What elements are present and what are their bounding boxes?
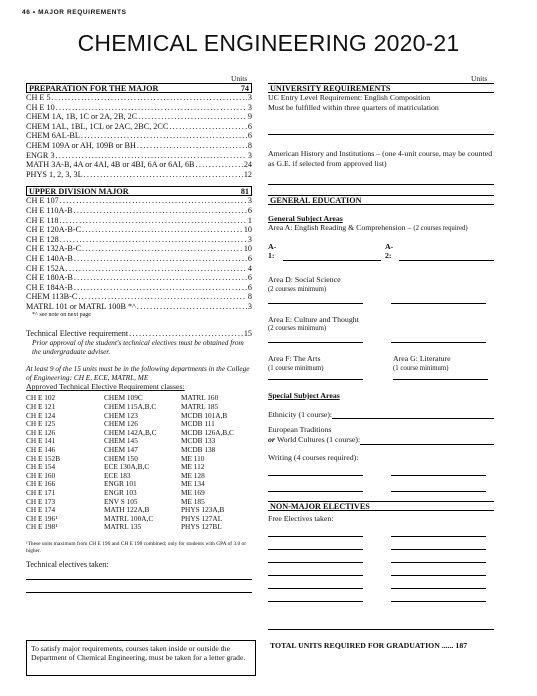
elective-course: MCDB 133 bbox=[181, 436, 216, 446]
free-electives-label: Free Electives taken: bbox=[268, 514, 334, 524]
elective-course: ME 134 bbox=[181, 479, 205, 489]
ethnicity-line[interactable] bbox=[332, 410, 494, 420]
course-label: ENGR 3 bbox=[26, 150, 55, 160]
tech-elective-label: Technical Elective requirement bbox=[26, 329, 129, 339]
upper-row bbox=[26, 254, 252, 264]
elective-course: CH E 160 bbox=[26, 470, 56, 480]
upper-row bbox=[26, 292, 252, 302]
course-units: 6 bbox=[247, 253, 252, 263]
taken-line-1[interactable] bbox=[26, 569, 252, 580]
course-label: CHEM 6AL-BL bbox=[26, 131, 80, 141]
approval-note: Prior approval of the student's technical electives must be obtained from the undergraduate adviser. bbox=[32, 338, 244, 356]
or-label: or bbox=[268, 434, 275, 444]
elective-course: CH E 171 bbox=[26, 487, 56, 497]
elective-course: ENGR 103 bbox=[104, 487, 137, 497]
a1-label: A-1: bbox=[268, 241, 277, 261]
course-label: CH E 140A-B bbox=[26, 253, 73, 263]
elr-text-2: Must be fulfilled within three quarters of matriculation bbox=[268, 102, 439, 112]
free-elective-line[interactable] bbox=[391, 537, 486, 550]
upper-list bbox=[26, 196, 252, 311]
elective-course: CH E 196¹ bbox=[26, 513, 58, 523]
area-g-min: (1 course minimum) bbox=[393, 364, 449, 372]
upper-units: 81 bbox=[240, 187, 249, 197]
course-units: 3 bbox=[247, 93, 252, 102]
elective-course: CH E 121 bbox=[26, 402, 56, 412]
course-units: 3 bbox=[247, 150, 252, 160]
elective-course: CHEM 123 bbox=[104, 410, 138, 420]
writing-lines-1 bbox=[268, 462, 494, 476]
prep-row bbox=[26, 160, 252, 170]
approved-course-grid bbox=[26, 394, 252, 532]
taken-line-2[interactable] bbox=[26, 580, 252, 593]
course-label: MATRL 101 or MATRL 100B *^ bbox=[26, 301, 136, 311]
course-label: CH E 110A-B bbox=[26, 205, 73, 215]
area-f-label: Area F: The Arts bbox=[268, 354, 321, 364]
free-elective-row bbox=[268, 589, 494, 602]
area-fg bbox=[268, 354, 494, 380]
area-a bbox=[268, 223, 494, 234]
course-label: CH E 132A-B-C bbox=[26, 244, 82, 254]
writing-line-3[interactable] bbox=[268, 476, 363, 492]
world-line[interactable] bbox=[360, 435, 494, 445]
running-header: 46 • MAJOR REQUIREMENTS bbox=[22, 9, 127, 16]
course-units: 6 bbox=[247, 121, 252, 131]
free-elective-line[interactable] bbox=[391, 576, 486, 589]
area-f-line[interactable] bbox=[268, 373, 363, 380]
elective-course: ECE 183 bbox=[104, 470, 131, 480]
area-g bbox=[393, 354, 493, 380]
elective-course: CH E 174 bbox=[26, 505, 56, 515]
course-units: 6 bbox=[247, 131, 252, 141]
course-label: CH E 180A-B bbox=[26, 273, 73, 283]
course-units: 9 bbox=[247, 112, 252, 122]
electives-taken-label: Technical electives taken: bbox=[26, 559, 109, 569]
area-a-label: Area A: English Reading & Comprehension – bbox=[268, 223, 412, 233]
elective-course: MATRL 135 bbox=[104, 522, 142, 532]
elective-course: ME 110 bbox=[181, 453, 205, 463]
course-label: CH E 120A-B-C bbox=[26, 225, 82, 235]
course-units: 10 bbox=[243, 244, 252, 254]
elective-course: CH E 146 bbox=[26, 445, 56, 454]
elective-course: CH E 126 bbox=[26, 427, 56, 437]
free-elective-line[interactable] bbox=[391, 589, 486, 602]
world-row bbox=[268, 435, 494, 445]
elective-course: ENV S 105 bbox=[104, 496, 138, 506]
ahi-line[interactable] bbox=[268, 169, 494, 185]
elective-course: CHEM 147 bbox=[104, 445, 138, 454]
total-rule bbox=[268, 629, 494, 630]
course-label: CH E 184A-B bbox=[26, 282, 73, 292]
prep-row bbox=[26, 170, 252, 180]
elective-course: CHEM 142A,B,C bbox=[104, 427, 157, 437]
elective-course: PHYS 127BL bbox=[181, 522, 222, 532]
elective-course: PHYS 123A,B bbox=[181, 505, 225, 515]
course-label: CHEM 113B-C bbox=[26, 292, 78, 302]
prep-units: 74 bbox=[240, 84, 249, 93]
elective-course: CHEM 109C bbox=[104, 393, 143, 403]
course-label: CH E 5 bbox=[26, 93, 51, 102]
course-units: 10 bbox=[243, 225, 252, 235]
course-label: PHYS 1, 2, 3, 3L bbox=[26, 169, 83, 179]
upper-row bbox=[26, 264, 252, 274]
course-label: CHEM 1A, 1B, 1C or 2A, 2B, 2C bbox=[26, 112, 138, 122]
upper-row bbox=[26, 273, 252, 283]
elective-course: ENGR 101 bbox=[104, 479, 137, 489]
course-label: MATH 3A-B, 4A or 4AI, 4B or 4BI, 6A or 6AI, 6B bbox=[26, 160, 195, 170]
area-f bbox=[268, 354, 393, 380]
elective-course: PHYS 127AL bbox=[181, 513, 223, 523]
writing-lines-2 bbox=[268, 476, 494, 492]
elective-course: ECE 130A,B,C bbox=[104, 462, 150, 472]
course-units: 3 bbox=[247, 234, 252, 244]
course-units: 8 bbox=[247, 292, 252, 302]
area-d-min: (2 courses minimum) bbox=[268, 285, 327, 293]
nonmajor-header: NON-MAJOR ELECTIVES bbox=[268, 501, 494, 511]
tech-elective-units: 15 bbox=[243, 329, 252, 339]
elective-course: CH E 102 bbox=[26, 393, 56, 403]
elective-course: CH E 152B bbox=[26, 453, 61, 463]
area-a-lines bbox=[268, 242, 494, 261]
writing-line-2[interactable] bbox=[391, 462, 486, 476]
course-label: CH E 118 bbox=[26, 215, 59, 225]
prep-row bbox=[26, 103, 252, 113]
prep-row bbox=[26, 112, 252, 122]
prep-row bbox=[26, 151, 252, 161]
free-elective-line[interactable] bbox=[268, 537, 363, 550]
elective-course: CHEM 145 bbox=[104, 436, 138, 446]
elective-course: ME 185 bbox=[181, 496, 205, 506]
free-elective-row bbox=[268, 563, 494, 576]
elective-course: CHEM 150 bbox=[104, 453, 138, 463]
elective-course: MCDB 126A,B,C bbox=[181, 427, 234, 437]
free-elective-line[interactable] bbox=[391, 550, 486, 563]
total-units: TOTAL UNITS REQUIRED FOR GRADUATION ...... 187 bbox=[270, 641, 468, 650]
upper-note: *^ see note on next page bbox=[32, 312, 91, 319]
course-units: 8 bbox=[247, 140, 252, 150]
elr-line[interactable] bbox=[268, 112, 494, 135]
elective-course: MATRL 160 bbox=[181, 393, 219, 403]
free-elective-line[interactable] bbox=[391, 563, 486, 576]
elective-course: CH E 124 bbox=[26, 410, 56, 420]
elective-course: CH E 166 bbox=[26, 479, 56, 489]
area-e-min: (2 courses minimum) bbox=[268, 325, 327, 333]
elective-course: CH E 141 bbox=[26, 436, 56, 446]
elective-course: MCDB 101A,B bbox=[181, 410, 228, 420]
units-label-left: Units bbox=[231, 74, 248, 83]
area-e-line-1[interactable] bbox=[268, 333, 363, 343]
elr-text: UC Entry Level Requirement: English Composition bbox=[268, 93, 431, 102]
course-label: CH E 128 bbox=[26, 234, 59, 244]
course-label: CH E 152A bbox=[26, 263, 65, 273]
elective-course: ME 128 bbox=[181, 470, 205, 480]
upper-row bbox=[26, 235, 252, 245]
elective-course: CH E 154 bbox=[26, 462, 56, 472]
free-elective-line[interactable] bbox=[268, 550, 363, 563]
euro-label: European Traditions bbox=[268, 425, 332, 435]
free-elective-line[interactable] bbox=[268, 576, 363, 589]
elective-course: MATRL 185 bbox=[181, 402, 219, 412]
free-elective-line[interactable] bbox=[391, 524, 486, 537]
area-a-req: (2 courses required) bbox=[413, 225, 468, 233]
upper-title: UPPER DIVISION MAJOR bbox=[29, 187, 129, 197]
free-elective-row bbox=[268, 550, 494, 563]
writing-line-1[interactable] bbox=[268, 462, 363, 476]
area-d-lines bbox=[268, 294, 494, 304]
world-label: World Cultures (1 course): bbox=[276, 434, 361, 444]
prep-row bbox=[26, 93, 252, 103]
elective-course: CH E 173 bbox=[26, 496, 56, 506]
elective-course: CHEM 126 bbox=[104, 419, 138, 429]
ethnicity-row bbox=[268, 410, 494, 420]
elective-course: MATH 122A,B bbox=[104, 505, 150, 515]
free-elective-row bbox=[268, 524, 494, 537]
course-units: 12 bbox=[243, 169, 252, 179]
elective-course: CHEM 115A,B,C bbox=[104, 402, 157, 412]
area-g-label: Area G: Literature bbox=[393, 354, 451, 364]
upper-row bbox=[26, 196, 252, 206]
atleast-note: At least 9 of the 15 units must be in the following departments in the College of Engineering: CH E, ECE, MATRL, ME bbox=[26, 364, 250, 382]
prep-row bbox=[26, 131, 252, 141]
university-header: UNIVERSITY REQUIREMENTS bbox=[268, 83, 494, 93]
upper-row bbox=[26, 206, 252, 216]
prep-list bbox=[26, 93, 252, 179]
general-subject-areas: General Subject Areas bbox=[268, 214, 343, 224]
elective-course: CH E 125 bbox=[26, 419, 56, 429]
elective-course: MCDB 138 bbox=[181, 445, 216, 454]
course-units: 3 bbox=[247, 102, 252, 112]
letter-grade-note: To satisfy major requirements, courses taken inside or outside the Department of Chemical Engineering, must be taken for a letter grade. bbox=[26, 640, 256, 676]
free-elective-line[interactable] bbox=[268, 524, 363, 537]
upper-row bbox=[26, 283, 252, 293]
units-label-right: Units bbox=[471, 74, 488, 83]
upper-row bbox=[26, 244, 252, 254]
elective-course: ME 112 bbox=[181, 462, 205, 472]
area-g-line[interactable] bbox=[393, 373, 488, 380]
free-electives-lines bbox=[268, 524, 494, 602]
upper-header bbox=[26, 186, 252, 196]
prep-row bbox=[26, 141, 252, 151]
area-d-line-2[interactable] bbox=[391, 294, 486, 304]
writing-label: Writing (4 courses required): bbox=[268, 452, 359, 462]
area-e-line-2[interactable] bbox=[391, 333, 486, 343]
page-title: CHEMICAL ENGINEERING 2020-21 bbox=[77, 30, 460, 56]
course-units: 4 bbox=[247, 263, 252, 273]
free-elective-row bbox=[268, 576, 494, 589]
ge-header: GENERAL EDUCATION bbox=[268, 195, 494, 205]
ethnicity-label: Ethnicity (1 course): bbox=[268, 409, 333, 419]
right-column bbox=[268, 83, 494, 602]
area-d: Area D: Social Science bbox=[268, 274, 341, 284]
elective-course: CH E 198¹ bbox=[26, 522, 58, 532]
course-units: 6 bbox=[247, 205, 252, 215]
course-label: CHEM 1AL, 1BL, 1CL or 2AC, 2BC, 2CC bbox=[26, 121, 169, 131]
prep-header bbox=[26, 83, 252, 93]
elective-course: MATRL 100A,C bbox=[104, 513, 154, 523]
left-column bbox=[26, 83, 252, 593]
a1-line[interactable] bbox=[283, 242, 381, 261]
approved-title: Approved Technical Elective Requirement classes: bbox=[26, 382, 185, 392]
electives-footnote: ¹These units maximum from CH E 196 and CH E 198 combined; only for students with GPA of 3.0 or higher. bbox=[26, 540, 247, 554]
course-label: CH E 10 bbox=[26, 102, 55, 112]
course-label: CHEM 109A or AH, 109B or BH bbox=[26, 140, 136, 150]
upper-row bbox=[26, 216, 252, 226]
area-e: Area E: Culture and Thought bbox=[268, 314, 359, 324]
area-e-lines bbox=[268, 333, 494, 343]
upper-row bbox=[26, 225, 252, 235]
writing-line-4[interactable] bbox=[391, 476, 486, 492]
a2-label: A-2: bbox=[384, 241, 394, 261]
prep-title: PREPARATION FOR THE MAJOR bbox=[29, 84, 159, 93]
elective-course: ME 169 bbox=[181, 487, 205, 497]
course-units: 6 bbox=[247, 282, 252, 292]
special-subject-areas: Special Subject Areas bbox=[268, 390, 340, 400]
ahi-text: American History and Institutions – (one 4-unit course, may be counted as G.E. if selected from approved list) bbox=[268, 149, 493, 169]
elective-course: MCDB 111 bbox=[181, 419, 215, 429]
course-units: 1 bbox=[247, 215, 252, 225]
course-units: 6 bbox=[247, 273, 252, 283]
course-units: 24 bbox=[243, 160, 252, 170]
area-d-line-1[interactable] bbox=[268, 294, 363, 304]
course-units: 3 bbox=[247, 301, 252, 311]
upper-row bbox=[26, 302, 252, 312]
prep-row bbox=[26, 122, 252, 132]
free-elective-row bbox=[268, 537, 494, 550]
course-label: CH E 107 bbox=[26, 196, 59, 206]
course-units: 3 bbox=[247, 196, 252, 206]
area-f-min: (1 course minimum) bbox=[268, 364, 324, 372]
free-elective-line[interactable] bbox=[268, 563, 363, 576]
a2-line[interactable] bbox=[399, 242, 494, 261]
free-elective-line[interactable] bbox=[268, 589, 363, 602]
